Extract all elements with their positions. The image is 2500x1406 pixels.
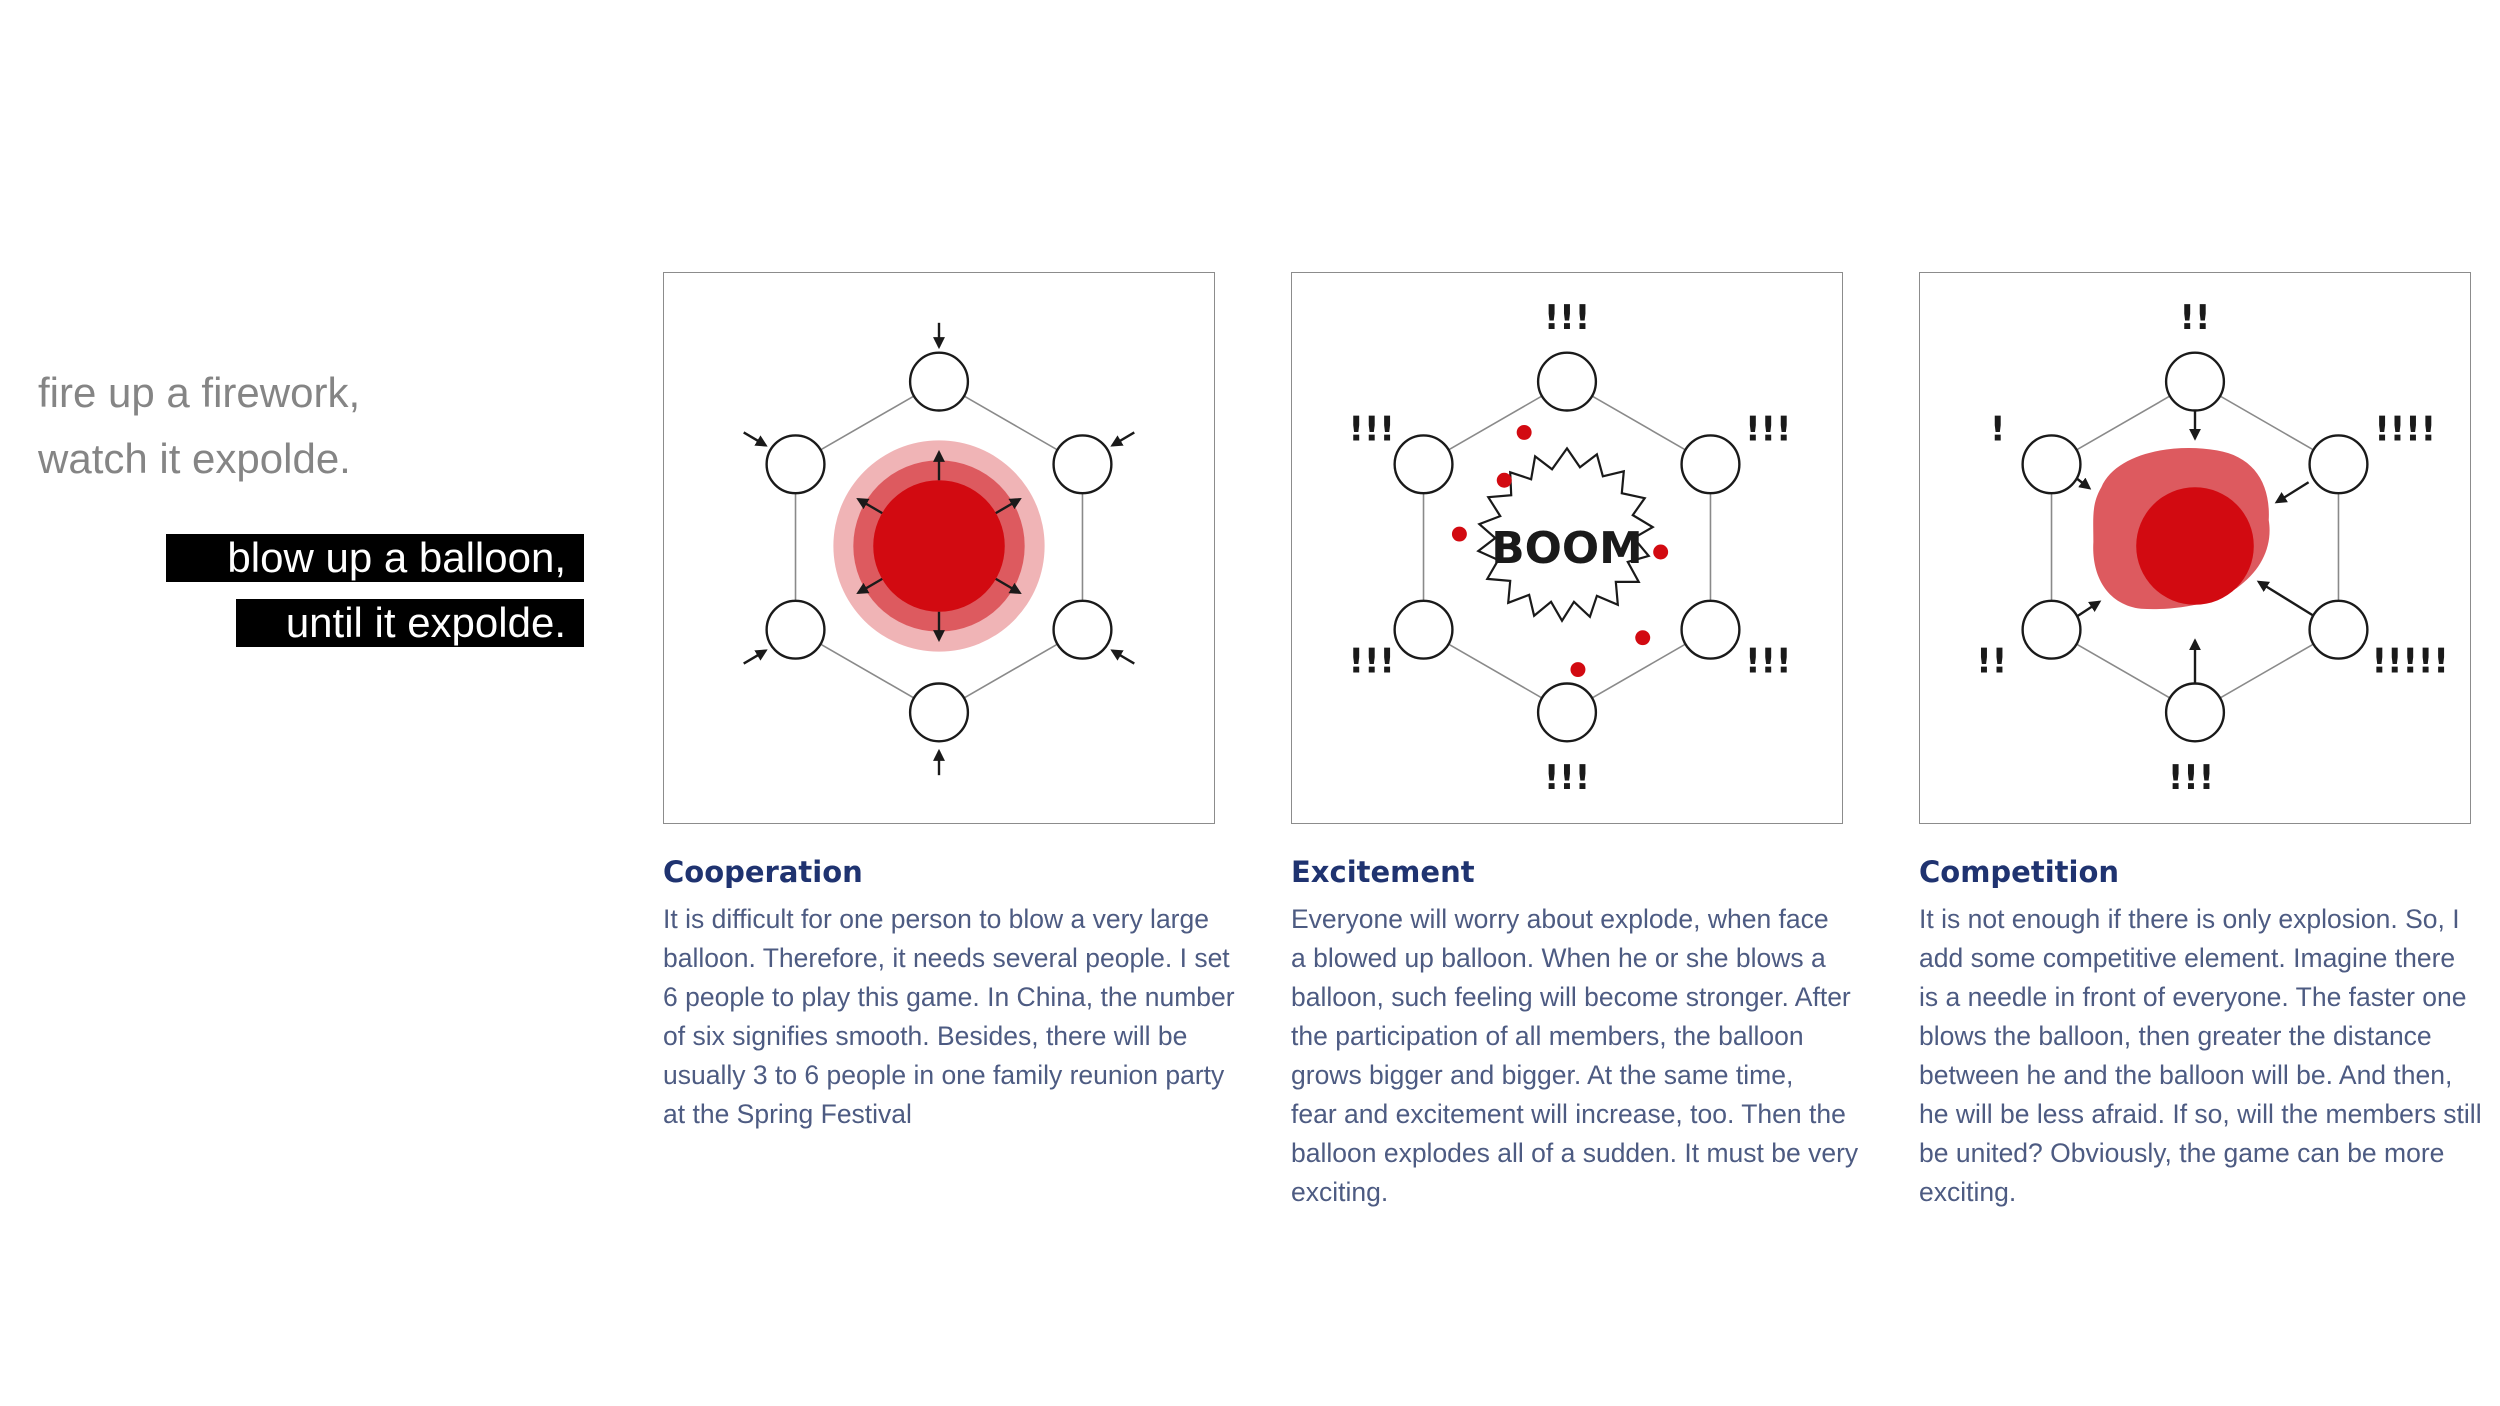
player-top-right (2310, 435, 2368, 493)
excitement-title: Excitement (1291, 855, 1475, 889)
body-line: It is difficult for one person to blow a very large (663, 904, 1209, 934)
excitement-caption (1291, 852, 1861, 1212)
excitement-diagram (1291, 272, 1843, 824)
exclaim-top-left: ! (1989, 409, 2006, 449)
player-bottom-left (767, 601, 825, 659)
body-line: usually 3 to 6 people in one family reunion party (663, 1060, 1225, 1090)
player-top (1538, 353, 1596, 411)
exclaim-bottom-right: !!! (1745, 641, 1792, 681)
excitement-svg (1292, 273, 1842, 823)
competition-caption (1919, 852, 2489, 1212)
body-line: of six signifies smooth. Besides, there will be (663, 1021, 1188, 1051)
player-bottom-left (1395, 601, 1453, 659)
exclaim-bottom-right: !!!!! (2371, 641, 2449, 681)
player-bottom-left (2023, 601, 2081, 659)
player-bottom-right (2310, 601, 2368, 659)
highlight-line-1: blow up a balloon, (166, 534, 584, 582)
competition-diagram (1919, 272, 2471, 824)
body-line: a blowed up balloon. When he or she blows a (1291, 943, 1826, 973)
tagline-line-1: fire up a firework, (38, 369, 361, 416)
body-line: between he and the balloon will be. And then, (1919, 1060, 2453, 1090)
exclaim-top-right: !!!! (2374, 409, 2437, 449)
body-line: exciting. (1291, 1177, 1389, 1207)
body-line: at the Spring Festival (663, 1099, 912, 1129)
exclaim-bottom: !!! (1543, 758, 1591, 798)
player-top-left (1395, 435, 1453, 493)
player-top-left (2023, 435, 2081, 493)
body-line: Everyone will worry about explode, when face (1291, 904, 1829, 934)
cooperation-svg (664, 273, 1214, 823)
cooperation-title: Cooperation (663, 855, 863, 889)
player-bottom (1538, 684, 1596, 742)
body-line: grows bigger and bigger. At the same time, (1291, 1060, 1794, 1090)
highlight-line-2: until it expolde. (236, 599, 584, 647)
body-line: blows the balloon, then greater the distance (1919, 1021, 2432, 1051)
body-line: add some competitive element. Imagine there (1919, 943, 2456, 973)
body-line: exciting. (1919, 1177, 2017, 1207)
player-bottom-right (1682, 601, 1740, 659)
body-line: he will be less afraid. If so, will the members still (1919, 1099, 2482, 1129)
exclaim-bottom: !!! (2167, 758, 2215, 798)
exclaim-bottom-left: !! (1976, 641, 2008, 681)
body-line: is a needle in front of everyone. The faster one (1919, 982, 2467, 1012)
tagline-line-2: watch it expolde. (38, 435, 351, 482)
boom-label: BOOM (1491, 522, 1643, 574)
player-bottom (910, 684, 968, 742)
player-top (2166, 353, 2224, 411)
body-line: balloon explodes all of a sudden. It must be very (1291, 1138, 1859, 1168)
competition-title: Competition (1919, 855, 2120, 889)
exclaim-bottom-left: !!! (1348, 641, 1395, 681)
body-line: be united? Obviously, the game can be more (1919, 1138, 2445, 1168)
player-bottom-right (1054, 601, 1112, 659)
body-line: balloon, such feeling will become stronger. After (1291, 982, 1851, 1012)
competition-body (1919, 900, 2489, 1212)
balloon-core (2136, 487, 2254, 605)
body-line: 6 people to play this game. In China, the number (663, 982, 1235, 1012)
player-top (910, 353, 968, 411)
cooperation-diagram (663, 272, 1215, 824)
cooperation-caption (663, 852, 1233, 1134)
body-line: the participation of all members, the balloon (1291, 1021, 1804, 1051)
body-line: fear and excitement will increase, too. Then the (1291, 1099, 1846, 1129)
body-line: It is not enough if there is only explosion. So, I (1919, 904, 2460, 934)
cooperation-body (663, 900, 1233, 1134)
player-bottom (2166, 684, 2224, 742)
excitement-body (1291, 900, 1861, 1212)
competition-svg (1920, 273, 2470, 823)
balloon-core (873, 480, 1005, 612)
exclaim-top: !! (2179, 297, 2211, 337)
body-line: balloon. Therefore, it needs several people. I set (663, 943, 1230, 973)
player-top-left (767, 435, 825, 493)
player-top-right (1682, 435, 1740, 493)
player-top-right (1054, 435, 1112, 493)
exclaim-top-right: !!! (1745, 409, 1792, 449)
exclaim-top-left: !!! (1348, 409, 1395, 449)
exclaim-top: !!! (1543, 297, 1591, 337)
tagline (38, 360, 360, 492)
